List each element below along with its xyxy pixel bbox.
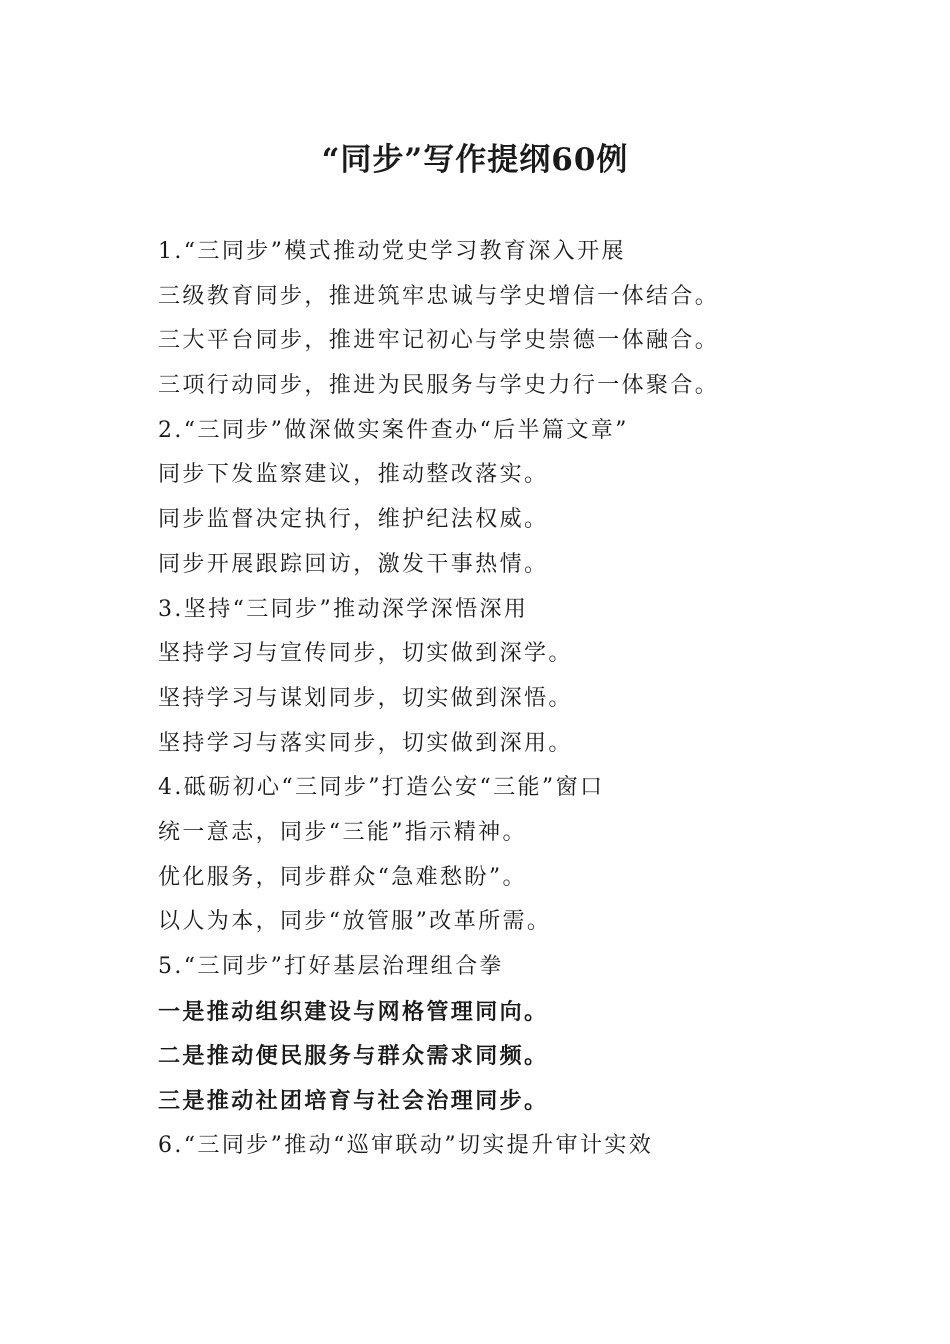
outline-line: 三项行动同步，推进为民服务与学史力行一体聚合。	[158, 373, 720, 399]
outline-line: 坚持学习与落实同步，切实做到深用。	[158, 730, 573, 756]
outline-line: 二是推动便民服务与群众需求同频。	[158, 1043, 549, 1070]
outline-line: 6.“三同步”推动“巡审联动”切实提升审计实效	[158, 1132, 654, 1158]
outline-line: 三级教育同步，推进筑牢忠诚与学史增信一体结合。	[158, 283, 720, 309]
outline-line: 5.“三同步”打好基层治理组合拳	[158, 954, 504, 979]
outline-line: 三大平台同步，推进牢记初心与学史崇德一体融合。	[158, 328, 720, 354]
outline-content	[158, 230, 918, 1168]
outline-line: 同步开展跟踪回访，激发干事热情。	[158, 551, 549, 577]
outline-line: 同步监督决定执行，维护纪法权威。	[158, 507, 549, 533]
outline-line: 同步下发监察建议，推动整改落实。	[158, 462, 549, 488]
outline-line: 三是推动社团培育与社会治理同步。	[158, 1088, 549, 1115]
outline-line: 1.“三同步”模式推动党史学习教育深入开展	[158, 239, 626, 264]
outline-line: 2.“三同步”做深做实案件查办“后半篇文章”	[158, 417, 629, 443]
outline-line: 坚持学习与谋划同步，切实做到深悟。	[158, 685, 573, 711]
outline-line: 坚持学习与宣传同步，切实做到深学。	[158, 641, 573, 667]
outline-line: 以人为本，同步“放管服”改革所需。	[158, 909, 552, 935]
outline-line: 3.坚持“三同步”推动深学深悟深用	[158, 596, 529, 622]
outline-line: 一是推动组织建设与网格管理同向。	[158, 998, 549, 1025]
outline-line: 4.砥砺初心“三同步”打造公安“三能”窗口	[158, 775, 605, 801]
outline-line: 优化服务，同步群众“急难愁盼”。	[158, 864, 527, 890]
outline-line: 统一意志，同步“三能”指示精神。	[158, 819, 527, 845]
page-title: “同步”写作提纲60例	[321, 142, 629, 178]
